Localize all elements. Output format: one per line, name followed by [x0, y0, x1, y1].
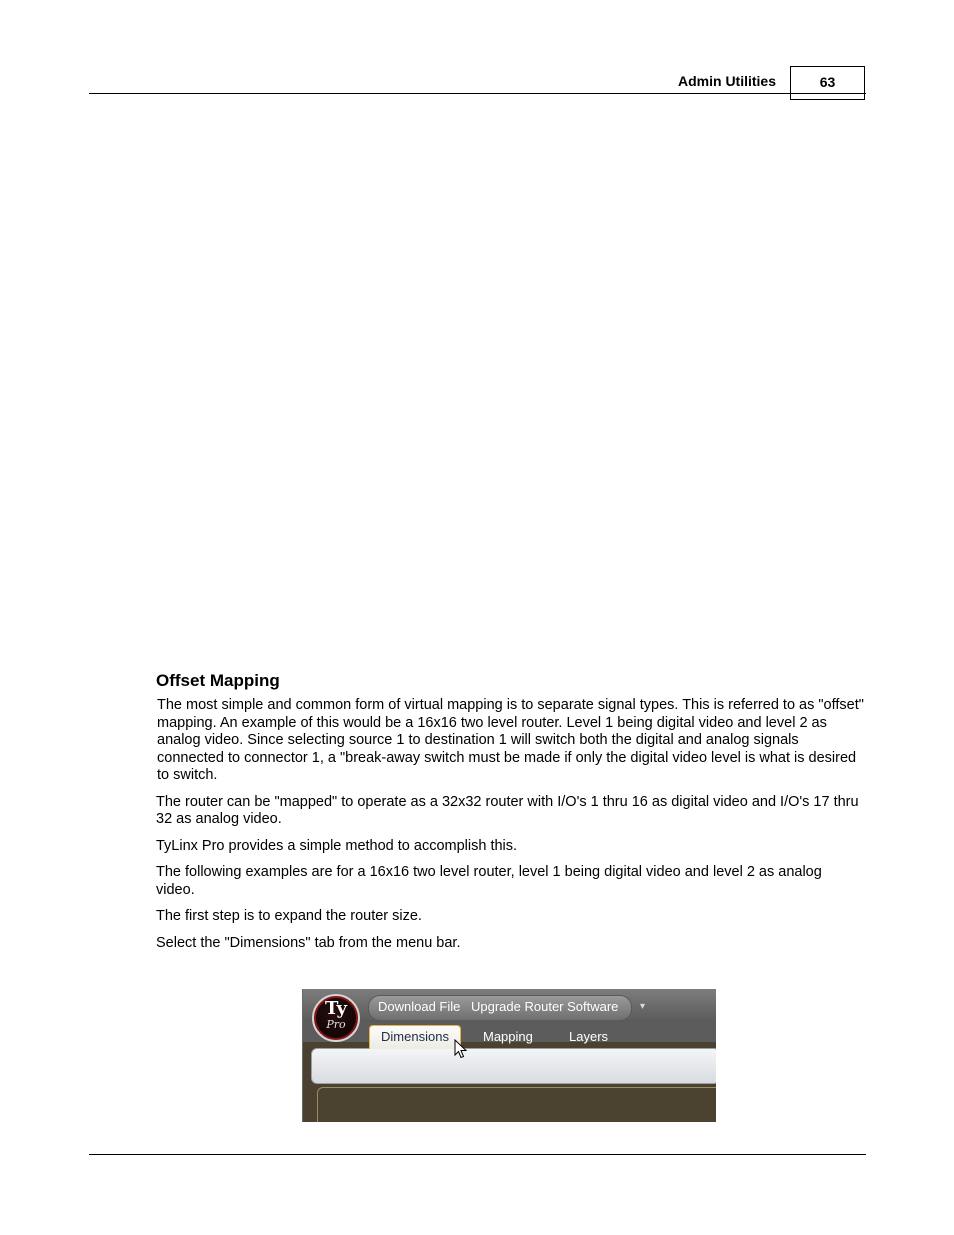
tab-mapping[interactable]: Mapping [483, 1029, 533, 1044]
app-logo[interactable] [312, 994, 360, 1042]
page-number-box [790, 66, 865, 100]
mouse-cursor-icon [454, 1039, 468, 1059]
paragraph-4: The following examples are for a 16x16 two level router, level 1 being digital video and level 2 as analog video. [156, 864, 822, 898]
footer-rule [89, 1154, 866, 1155]
content [156, 670, 864, 961]
page-number: 63 [819, 74, 836, 90]
header-section-title: Admin Utilities [678, 73, 777, 89]
tab-dimensions[interactable]: Dimensions [369, 1025, 461, 1049]
content-area [317, 1087, 716, 1122]
download-file-button[interactable]: Download File [378, 999, 461, 1014]
heading-offset-mapping: Offset Mapping [156, 671, 280, 690]
embedded-screenshot [302, 989, 716, 1122]
header-rule [89, 93, 866, 94]
toolbar-area [311, 1048, 716, 1084]
paragraph-1: The most simple and common form of virtual mapping is to separate signal types. This is referred to as "offset" mapping. An example of this would be a 16x16 two level router. Level 1 being digital video and level 2 as analog video. Since selecting source 1 to destination 1 will switch both the digital and analog signals connected to connector 1, a "break-away switch must be made if only the digital video level is what is desired to switch. [157, 697, 864, 783]
upgrade-router-software-button[interactable]: Upgrade Router Software [471, 999, 619, 1014]
paragraph-3: TyLinx Pro provides a simple method to accomplish this. [156, 837, 518, 854]
dropdown-arrow-icon[interactable]: ▾ [640, 1001, 646, 1012]
paragraph-2: The router can be "mapped" to operate as a 32x32 router with I/O's 1 thru 16 as digital video and I/O's 17 thru 32 as analog video. [156, 793, 859, 827]
logo-subtext: Pro [326, 1018, 346, 1031]
logo-text: Ty [325, 998, 347, 1019]
paragraph-5: The first step is to expand the router size. [156, 908, 422, 924]
tab-layers[interactable]: Layers [569, 1029, 609, 1044]
paragraph-6: Select the "Dimensions" tab from the menu bar. [156, 934, 461, 951]
